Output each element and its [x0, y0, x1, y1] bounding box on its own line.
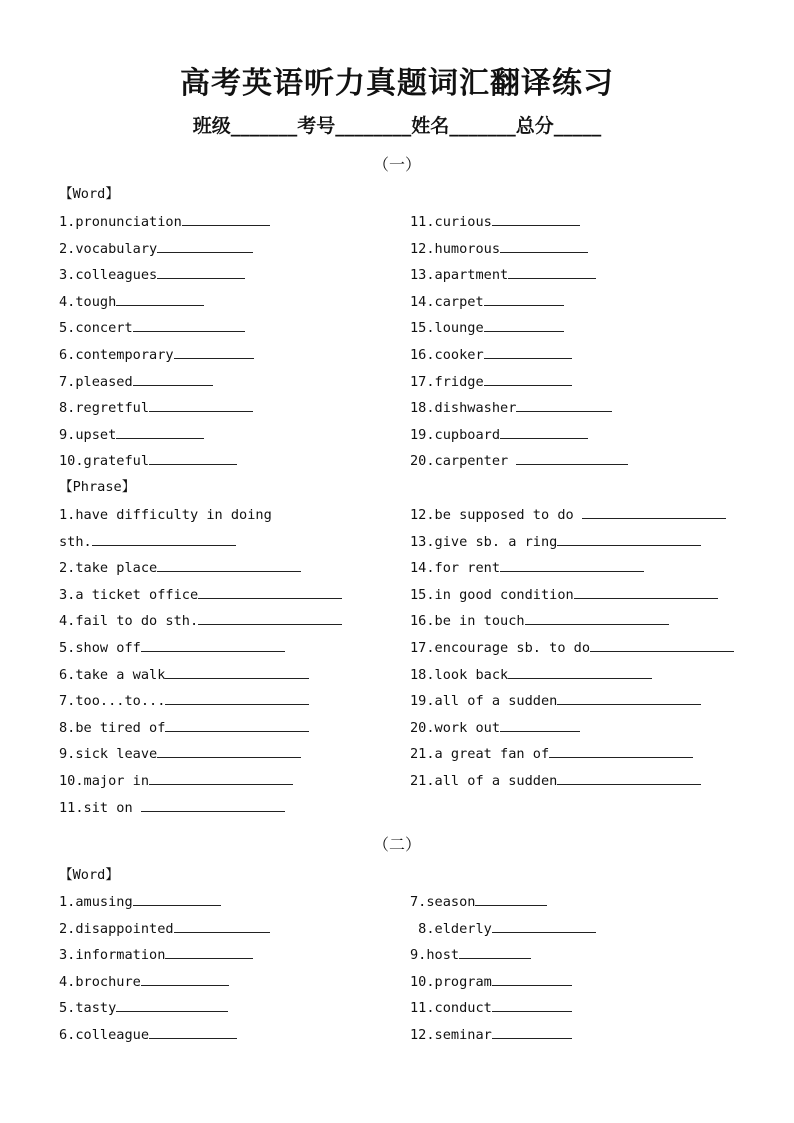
answer-blank[interactable]	[149, 452, 237, 465]
word-item	[410, 426, 588, 444]
word-item	[410, 946, 531, 964]
phrase-item-text: 4.fail to do sth.	[59, 613, 199, 630]
phrase-item	[410, 745, 693, 763]
word-item	[410, 266, 596, 284]
word-item	[410, 373, 572, 391]
answer-blank[interactable]	[116, 426, 204, 439]
word-item-text: 7.pleased	[59, 373, 133, 390]
word-item	[59, 452, 237, 470]
answer-blank[interactable]	[475, 893, 547, 906]
word-item-text: 9.host	[410, 947, 460, 964]
answer-blank[interactable]	[198, 586, 342, 599]
phrase-item-text: 16.be in touch	[410, 613, 525, 630]
phrase-item	[59, 639, 285, 657]
phrase-item-text: 5.show off	[59, 640, 141, 656]
word-item	[410, 399, 612, 417]
word-item-text: 14.carpet	[410, 293, 484, 310]
phrase-item-text: 11.sit on	[59, 799, 141, 816]
phrase-item	[410, 719, 580, 737]
phrase-item	[59, 692, 309, 710]
answer-blank[interactable]	[508, 666, 652, 679]
answer-blank[interactable]	[198, 612, 342, 625]
word-section-tag-text: 【Word】	[59, 867, 119, 883]
word-item-text: 8.elderly	[410, 920, 492, 937]
answer-blank[interactable]	[574, 586, 718, 599]
answer-blank[interactable]	[182, 213, 270, 226]
phrase-item-text: 9.sick leave	[59, 746, 158, 763]
phrase-item-text: 13.give sb. a ring	[410, 533, 558, 550]
answer-blank[interactable]	[484, 293, 564, 306]
word-item-text: 1.amusing	[59, 894, 133, 910]
word-item-text: 19.cupboard	[410, 426, 501, 443]
answer-blank[interactable]	[459, 946, 531, 959]
answer-blank[interactable]	[492, 213, 580, 226]
word-item-text: 4.tough	[59, 293, 117, 310]
word-item	[59, 213, 270, 231]
word-section-tag	[59, 185, 119, 203]
phrase-item-text: 12.be supposed to do	[410, 507, 582, 523]
answer-blank[interactable]	[149, 772, 293, 785]
answer-blank[interactable]	[157, 559, 301, 572]
word-item-text: 2.disappointed	[59, 920, 174, 937]
word-item	[410, 920, 596, 938]
word-item-text: 4.brochure	[59, 973, 141, 990]
word-item-text: 16.cooker	[410, 347, 484, 363]
word-item	[59, 373, 213, 391]
answer-blank[interactable]	[157, 240, 253, 253]
word-item-text: 12.seminar	[410, 1027, 492, 1043]
word-item-text: 7.season	[410, 894, 476, 910]
phrase-item-text: 20.work out	[410, 719, 501, 736]
word-item-text: 2.vocabulary	[59, 240, 158, 257]
word-item	[410, 1026, 572, 1044]
answer-blank[interactable]	[149, 399, 253, 412]
phrase-item-text: 18.look back	[410, 666, 509, 683]
answer-blank[interactable]	[92, 533, 236, 546]
answer-blank[interactable]	[500, 240, 588, 253]
word-item-text: 5.tasty	[59, 1000, 117, 1017]
answer-blank[interactable]	[557, 692, 701, 705]
word-item-text: 9.upset	[59, 426, 117, 443]
answer-blank[interactable]	[116, 999, 228, 1012]
word-item-text: 6.colleague	[59, 1027, 150, 1043]
answer-blank[interactable]	[157, 266, 245, 279]
phrase-item-text: 19.all of a sudden	[410, 693, 558, 710]
answer-blank[interactable]	[484, 319, 564, 332]
phrase-item-text: 2.take place	[59, 560, 158, 577]
answer-blank[interactable]	[133, 893, 221, 906]
answer-blank[interactable]	[157, 745, 301, 758]
answer-blank[interactable]	[590, 639, 734, 652]
answer-blank[interactable]	[492, 973, 572, 986]
word-item-text: 13.apartment	[410, 267, 509, 284]
answer-blank[interactable]	[484, 346, 572, 359]
word-item-text: 20.carpenter	[410, 453, 517, 470]
word-item	[410, 240, 588, 258]
answer-blank[interactable]	[500, 426, 588, 439]
answer-blank[interactable]	[516, 399, 612, 412]
word-item-text: 1.pronunciation	[59, 214, 182, 230]
word-item	[59, 319, 245, 337]
answer-blank[interactable]	[165, 719, 309, 732]
phrase-item	[410, 586, 718, 604]
phrase-item	[410, 639, 734, 657]
section-heading-2: （二）	[372, 835, 421, 854]
phrase-item-text: 8.be tired of	[59, 719, 166, 736]
word-item	[410, 893, 547, 911]
word-item-text: 5.concert	[59, 320, 133, 337]
word-item-text: 15.lounge	[410, 320, 484, 337]
answer-blank[interactable]	[492, 1026, 572, 1039]
phrase-item-text: 6.take a walk	[59, 666, 166, 683]
answer-blank[interactable]	[557, 772, 701, 785]
word-item	[59, 893, 221, 911]
phrase-item	[410, 666, 652, 684]
phrase-item	[410, 559, 644, 577]
word-item	[59, 920, 270, 938]
word-item-text: 6.contemporary	[59, 347, 174, 363]
phrase-item-text: 3.a ticket office	[59, 586, 199, 603]
answer-blank[interactable]	[484, 373, 572, 386]
answer-blank[interactable]	[141, 639, 285, 652]
word-item	[410, 973, 572, 991]
word-item	[410, 213, 580, 231]
word-item	[59, 973, 229, 991]
word-item	[410, 346, 572, 364]
word-section-tag	[59, 866, 119, 884]
phrase-item	[59, 745, 301, 763]
phrase-item	[59, 533, 236, 551]
phrase-item	[59, 772, 293, 790]
phrase-item-text: 21.a great fan of	[410, 746, 550, 763]
phrase-item-text: sth.	[59, 533, 92, 550]
word-item	[59, 240, 253, 258]
student-info-line: 班级_______考号________姓名_______总分_____	[192, 115, 602, 137]
answer-blank[interactable]	[141, 799, 285, 812]
word-item-text: 18.dishwasher	[410, 400, 517, 417]
answer-blank[interactable]	[525, 612, 669, 625]
word-item-text: 8.regretful	[59, 400, 150, 417]
word-item	[59, 399, 253, 417]
word-item-text: 10.grateful	[59, 453, 150, 470]
word-item	[59, 426, 204, 444]
answer-blank[interactable]	[165, 946, 253, 959]
word-item	[410, 319, 564, 337]
word-item	[59, 266, 245, 284]
phrase-item-text: 14.for rent	[410, 560, 501, 577]
phrase-item	[59, 506, 272, 524]
answer-blank[interactable]	[582, 506, 726, 519]
word-item	[59, 999, 228, 1017]
answer-blank[interactable]	[492, 999, 572, 1012]
answer-blank[interactable]	[165, 666, 309, 679]
answer-blank[interactable]	[141, 973, 229, 986]
word-item-text: 10.program	[410, 973, 492, 990]
answer-blank[interactable]	[165, 692, 309, 705]
answer-blank[interactable]	[508, 266, 596, 279]
answer-blank[interactable]	[133, 373, 213, 386]
answer-blank[interactable]	[549, 745, 693, 758]
answer-blank[interactable]	[500, 559, 644, 572]
word-item	[59, 346, 254, 364]
phrase-item	[410, 612, 669, 630]
word-item-text: 3.information	[59, 947, 166, 964]
word-item-text: 11.curious	[410, 214, 492, 230]
word-item-text: 12.humorous	[410, 240, 501, 257]
phrase-item-text: 10.major in	[59, 773, 150, 789]
word-item-text: 3.colleagues	[59, 267, 158, 284]
word-item	[59, 1026, 237, 1044]
word-item	[410, 999, 572, 1017]
phrase-item	[59, 799, 285, 817]
phrase-section-tag-text: 【Phrase】	[59, 479, 136, 495]
word-item	[410, 452, 628, 470]
answer-blank[interactable]	[174, 920, 270, 933]
phrase-item	[59, 612, 342, 630]
word-section-tag-text: 【Word】	[59, 186, 119, 202]
phrase-item	[410, 506, 726, 524]
word-item	[410, 293, 564, 311]
phrase-item	[59, 666, 309, 684]
phrase-section-tag	[59, 478, 135, 496]
answer-blank[interactable]	[492, 920, 596, 933]
answer-blank[interactable]	[149, 1026, 237, 1039]
page-title: 高考英语听力真题词汇翻译练习	[180, 66, 614, 101]
answer-blank[interactable]	[174, 346, 254, 359]
phrase-item	[59, 586, 342, 604]
phrase-item	[59, 719, 309, 737]
answer-blank[interactable]	[500, 719, 580, 732]
phrase-item-text: 15.in good condition	[410, 586, 574, 603]
word-item-text: 11.conduct	[410, 1000, 492, 1017]
word-item	[59, 293, 204, 311]
answer-blank[interactable]	[516, 452, 628, 465]
phrase-item	[410, 533, 701, 551]
phrase-item-text: 21.all of a sudden	[410, 773, 558, 789]
word-item	[59, 946, 253, 964]
answer-blank[interactable]	[557, 533, 701, 546]
phrase-item-text: 1.have difficulty in doing	[59, 507, 272, 523]
phrase-item	[410, 692, 701, 710]
section-heading-1: （一）	[372, 155, 421, 174]
word-item-text: 17.fridge	[410, 373, 484, 390]
phrase-item	[59, 559, 301, 577]
answer-blank[interactable]	[133, 319, 245, 332]
phrase-item	[410, 772, 701, 790]
answer-blank[interactable]	[116, 293, 204, 306]
phrase-item-text: 7.too...to...	[59, 693, 166, 710]
phrase-item-text: 17.encourage sb. to do	[410, 640, 591, 656]
